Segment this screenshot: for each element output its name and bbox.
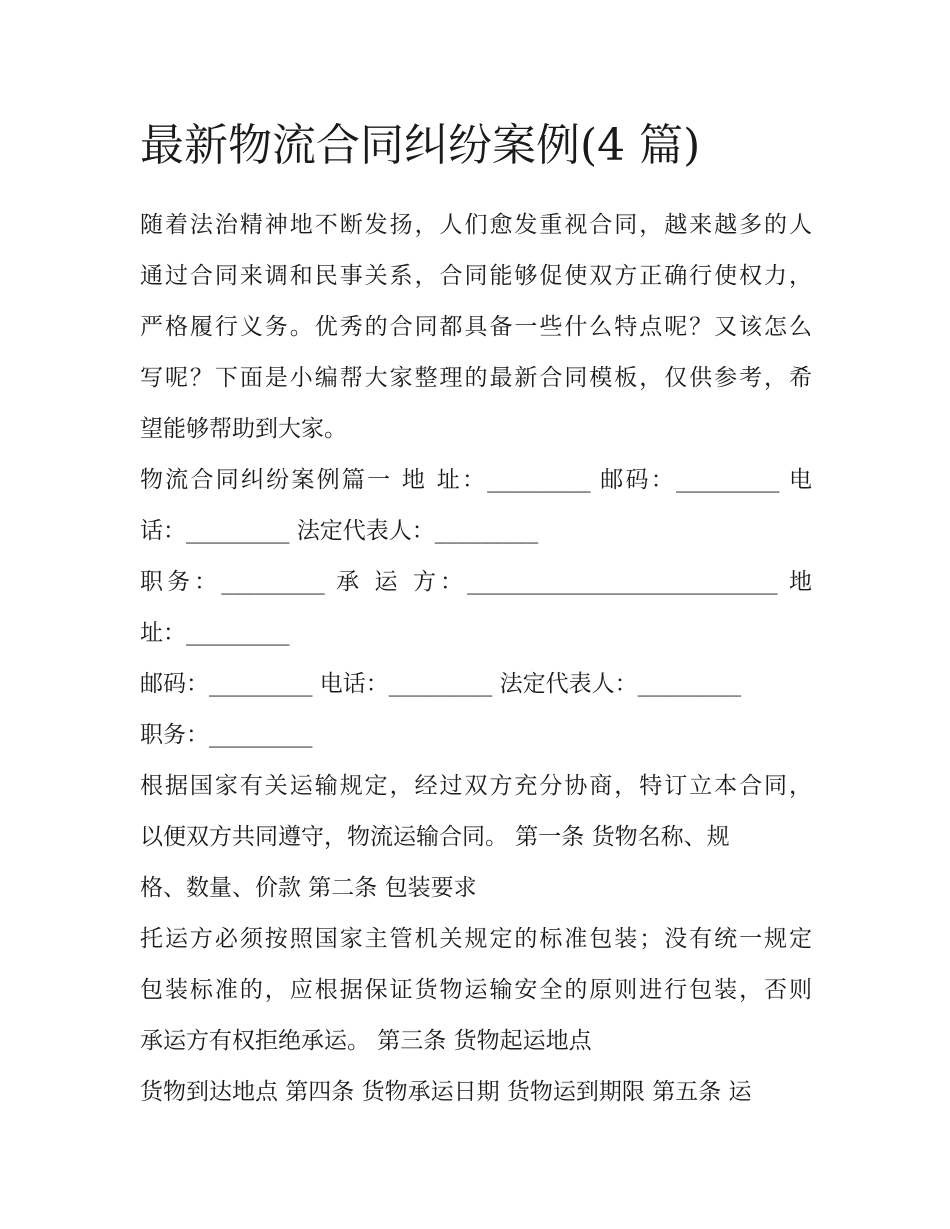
body-line: 写呢？下面是小编帮大家整理的最新合同模板，仅供参考，希 (140, 365, 812, 391)
body-line: 职务：_________ 承 运 方：___________________________ 地 (140, 569, 812, 595)
body-line: 货物到达地点 第四条 货物承运日期 货物运到期限 第五条 运 (140, 1079, 752, 1105)
body-line: 格、数量、价款 第二条 包装要求 (140, 875, 477, 901)
body-line: 望能够帮助到大家。 (140, 416, 347, 442)
body-line: 托运方必须按照国家主管机关规定的标准包装；没有统一规定 (140, 926, 812, 952)
body-line: 物流合同纠纷案例篇一 地 址：_________ 邮码：_________ 电 (140, 467, 812, 493)
body-line: 严格履行义务。优秀的合同都具备一些什么特点呢？又该怎么 (140, 314, 812, 340)
body-line: 址：_________ (140, 620, 290, 646)
body-line: 承运方有权拒绝承运。 第三条 货物起运地点 (140, 1028, 592, 1054)
body-line: 邮码：_________ 电话：_________ 法定代表人：_________ (140, 671, 742, 697)
body-line: 以便双方共同遵守，物流运输合同。 第一条 货物名称、规 (140, 824, 730, 850)
document-body (140, 200, 812, 1118)
document-title: 最新物流合同纠纷案例(4 篇) (140, 120, 701, 171)
body-line: 根据国家有关运输规定，经过双方充分协商，特订立本合同， (140, 773, 812, 799)
body-line: 包装标准的，应根据保证货物运输安全的原则进行包装，否则 (140, 977, 812, 1003)
body-line: 职务：_________ (140, 722, 313, 748)
body-line: 通过合同来调和民事关系，合同能够促使双方正确行使权力， (140, 263, 812, 289)
body-line: 话：_________ 法定代表人：_________ (140, 518, 539, 544)
body-line: 随着法治精神地不断发扬，人们愈发重视合同，越来越多的人 (140, 212, 812, 238)
